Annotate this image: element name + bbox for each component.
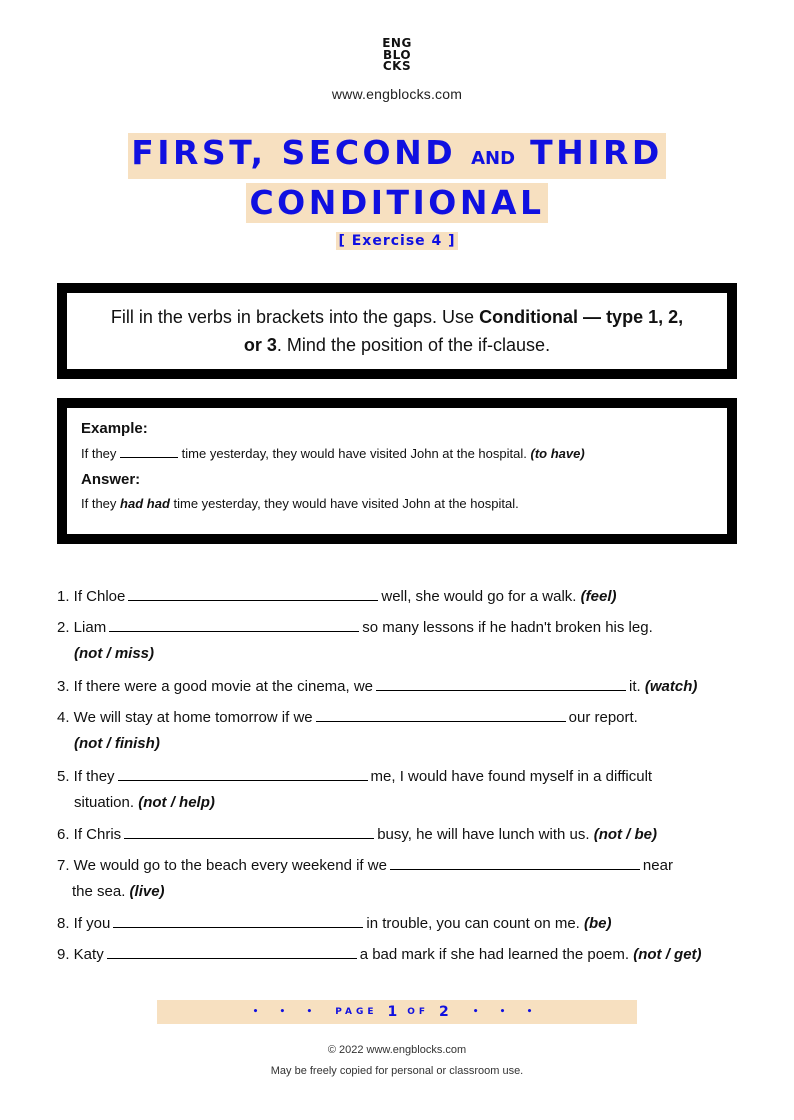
item-3-gap[interactable]: [376, 672, 626, 691]
exercise-item-1: [57, 582, 747, 610]
item-6-hint: (not / be): [593, 826, 658, 843]
item-7-cont: [57, 879, 747, 905]
logo-line-1: ENG: [382, 36, 412, 50]
instructions-bold-1: Conditional — type 1, 2,: [479, 307, 684, 327]
item-1-post: well, she would go for a walk.: [381, 588, 577, 605]
logo-line-3: CKS: [382, 59, 412, 73]
example-gap: [120, 445, 178, 458]
item-4-post: our report.: [568, 709, 638, 726]
item-5-post: me, I would have found myself in a difficult: [370, 768, 653, 785]
item-4-cont: [57, 731, 747, 757]
example-box: [57, 398, 737, 544]
item-3-pre: 3. If there were a good movie at the cinema, we: [57, 678, 374, 695]
item-3-hint: (watch): [644, 678, 698, 695]
item-1-pre: 1. If Chloe: [57, 588, 126, 605]
exercise-item-4: [57, 703, 747, 757]
exercise-item-3: [57, 672, 747, 700]
item-9-hint: (not / get): [633, 946, 702, 963]
instructions-text: [111, 303, 683, 359]
title-and: AND: [471, 148, 516, 169]
item-3-post: it.: [629, 678, 641, 695]
item-2-hint: (not / miss): [74, 645, 155, 662]
item-9-post: a bad mark if she had learned the poem.: [359, 946, 630, 963]
item-5-cont: [57, 790, 747, 816]
item-1-hint: (feel): [580, 588, 617, 605]
item-2-cont: [57, 641, 747, 667]
exercise-item-6: [57, 820, 747, 848]
answer-fill: had had: [120, 496, 170, 511]
instructions-post: . Mind the position of the if-clause.: [276, 335, 551, 355]
title-part-2: THIRD: [530, 133, 663, 172]
item-8-post: in trouble, you can count on me.: [366, 915, 580, 932]
page-dots-left: • • •: [252, 1007, 322, 1017]
item-2-gap[interactable]: [109, 613, 359, 632]
item-1-gap[interactable]: [128, 582, 378, 601]
item-8-pre: 8. If you: [57, 915, 111, 932]
logo-line-2: BLO: [382, 47, 412, 62]
example-pre: If they: [81, 446, 117, 461]
usage-note: May be freely copied for personal or classroom use.: [270, 1065, 524, 1077]
page-total: 2: [439, 1004, 449, 1020]
instructions-bold-2: or 3: [243, 335, 277, 355]
exercise-item-5: [57, 762, 747, 816]
item-9-gap[interactable]: [107, 940, 357, 959]
item-5-cont-text: situation.: [74, 794, 135, 811]
page-dots-right: • • •: [472, 1007, 542, 1017]
site-url: www.engblocks.com: [331, 86, 463, 102]
engblocks-logo: [0, 38, 794, 73]
page-word: PAGE: [335, 1007, 378, 1017]
example-sentence: [81, 445, 713, 461]
answer-post: time yesterday, they would have visited John at the hospital.: [173, 496, 519, 511]
item-6-gap[interactable]: [124, 820, 374, 839]
item-4-pre: 4. We will stay at home tomorrow if we: [57, 709, 313, 726]
page-number: 1: [387, 1004, 398, 1020]
instructions-pre: Fill in the verbs in brackets into the gaps. Use: [110, 307, 480, 327]
exercise-item-7: [57, 851, 747, 905]
item-8-hint: (be): [584, 915, 612, 932]
item-9-pre: 9. Katy: [57, 946, 104, 963]
answer-sentence: [81, 496, 713, 511]
item-2-pre: 2. Liam: [57, 619, 107, 636]
answer-label: Answer:: [81, 471, 141, 488]
example-label: Example:: [81, 420, 148, 437]
item-2-post: so many lessons if he hadn't broken his leg.: [362, 619, 653, 636]
title-highlight-1: [128, 133, 666, 179]
item-5-gap[interactable]: [118, 762, 368, 781]
exercise-item-9: [57, 940, 747, 968]
page-indicator: [157, 1000, 637, 1024]
item-6-post: busy, he will have lunch with us.: [377, 826, 590, 843]
item-8-gap[interactable]: [113, 909, 363, 928]
item-6-pre: 6. If Chris: [57, 826, 122, 843]
title-highlight-2: CONDITIONAL: [246, 183, 547, 223]
example-post: time yesterday, they would have visited John at the hospital.: [181, 446, 527, 461]
item-4-gap[interactable]: [316, 703, 566, 722]
item-7-hint: (live): [129, 883, 165, 900]
item-7-post: near: [642, 857, 673, 874]
example-hint: (to have): [530, 446, 585, 461]
title-part-1: FIRST, SECOND: [131, 133, 457, 172]
exercise-item-8: [57, 909, 747, 937]
item-7-gap[interactable]: [390, 851, 640, 870]
of-word: OF: [407, 1007, 430, 1017]
exercise-label-wrap: [0, 232, 794, 250]
item-7-pre: 7. We would go to the beach every weekend if we: [57, 857, 387, 874]
item-4-hint: (not / finish): [74, 735, 160, 752]
item-5-hint: (not / help): [138, 794, 215, 811]
title-line-1: [0, 133, 794, 179]
exercise-label: [ Exercise 4 ]: [338, 233, 456, 249]
title-line-2: [0, 183, 794, 223]
item-7-cont-text: the sea.: [72, 883, 126, 900]
answer-pre: If they: [81, 496, 117, 511]
exercise-item-2: [57, 613, 747, 667]
item-5-pre: 5. If they: [57, 768, 115, 785]
copyright: © 2022 www.engblocks.com: [327, 1044, 467, 1056]
instructions-box: [57, 283, 737, 379]
